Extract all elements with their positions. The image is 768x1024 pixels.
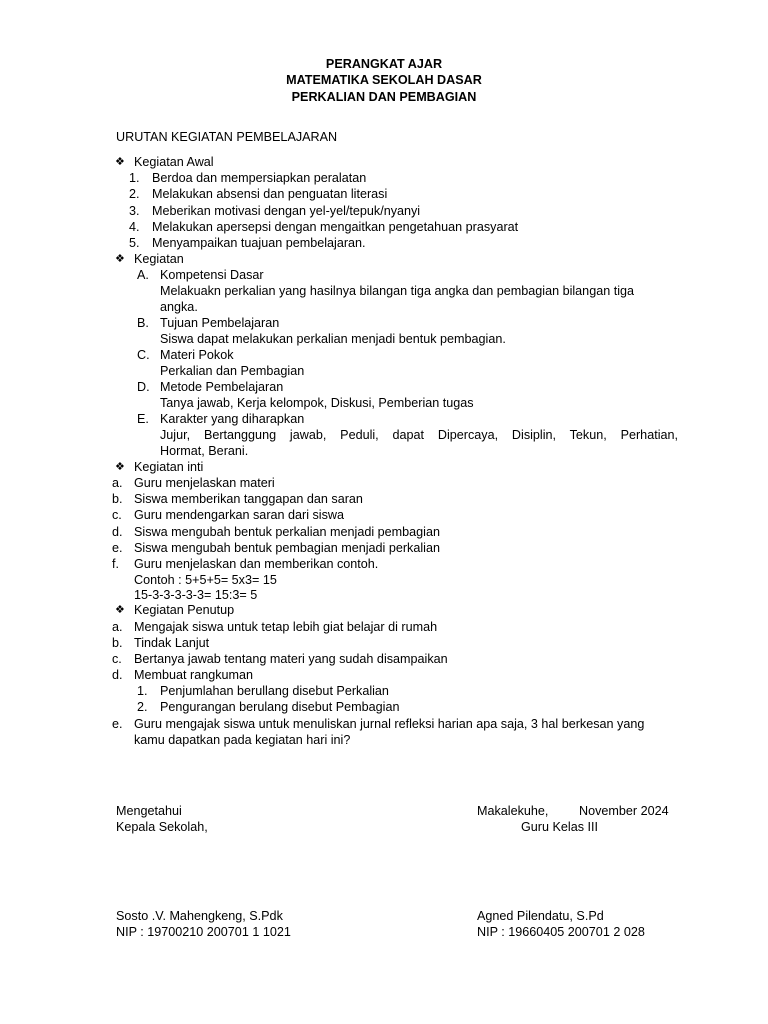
list-item (0, 203, 768, 219)
item-title: Karakter yang diharapkan (160, 412, 305, 426)
item-text: Penjumlahan berullang disebut Perkalian (160, 684, 389, 698)
item-text: Pengurangan berulang disebut Pembagian (160, 700, 400, 714)
signature-row (0, 908, 768, 924)
item-text: Siswa mengubah bentuk pembagian menjadi perkalian (134, 541, 440, 555)
doc-title-line1: PERANGKAT AJAR (325, 57, 443, 71)
list-item (0, 219, 768, 235)
diamond-bullet-icon: ❖ (115, 460, 125, 473)
item-desc (0, 331, 768, 347)
item-letter: c. (112, 652, 122, 666)
item-number: 5. (129, 236, 140, 250)
item-desc (0, 395, 768, 411)
item-text: Guru menjelaskan dan memberikan contoh. (134, 557, 379, 571)
item-letter: B. (137, 316, 149, 330)
list-item (0, 667, 768, 683)
item-number: 1. (129, 171, 140, 185)
item-desc (0, 363, 768, 379)
item-desc-line: Melakuakn perkalian yang hasilnya bilangan tiga angka dan pembagian bilangan tiga (160, 284, 635, 298)
item-title: Kompetensi Dasar (160, 268, 264, 282)
list-item (0, 491, 768, 507)
item-text: Tindak Lanjut (134, 636, 210, 650)
item-text: Guru mengajak siswa untuk menuliskan jurnal refleksi harian apa saja, 3 hal berkesan yang (134, 717, 645, 731)
item-text: Siswa memberikan tanggapan dan saran (134, 492, 363, 506)
signature-right-name: Agned Pilendatu, S.Pd (477, 909, 604, 923)
item-desc (0, 427, 768, 443)
item-letter: d. (112, 525, 123, 539)
item-letter: d. (112, 668, 123, 682)
item-desc-line: Hormat, Berani. (160, 444, 249, 458)
diamond-bullet-icon: ❖ (115, 252, 125, 265)
kegiatan-block (0, 251, 768, 267)
kegiatan-inti-block (0, 459, 768, 475)
list-item (0, 170, 768, 186)
item-text: Menyampaikan tuajuan pembelajaran. (152, 236, 366, 250)
item-letter: C. (137, 348, 150, 362)
item-desc-line: Siswa dapat melakukan perkalian menjadi bentuk pembagian. (160, 332, 506, 346)
item-letter: D. (137, 380, 150, 394)
item-text: Melakukan apersepsi dengan mengaitkan pengetahuan prasyarat (152, 220, 519, 234)
signature-right-role: Guru Kelas III (521, 820, 598, 834)
item-text: Membuat rangkuman (134, 668, 254, 682)
item-title: Materi Pokok (160, 348, 234, 362)
list-item (0, 411, 768, 427)
item-text: Guru mendengarkan saran dari siswa (134, 508, 345, 522)
list-item (0, 507, 768, 523)
example-text: Contoh : 5+5+5= 5x3= 15 (134, 573, 277, 587)
item-letter: e. (112, 541, 123, 555)
doc-title-line3: PERKALIAN DAN PEMBAGIAN (291, 90, 477, 104)
item-text: Guru menjelaskan materi (134, 476, 275, 490)
list-item (0, 524, 768, 540)
item-desc-line: angka. (160, 300, 198, 314)
item-number: 2. (137, 700, 148, 714)
item-title: Tujuan Pembelajaran (160, 316, 280, 330)
example-line (0, 572, 768, 588)
item-desc (0, 283, 768, 299)
item-letter: A. (137, 268, 149, 282)
item-letter: a. (112, 620, 123, 634)
item-letter: e. (112, 717, 123, 731)
list-item (0, 651, 768, 667)
kegiatan-penutup-heading: Kegiatan Penutup (134, 603, 235, 617)
item-text: Berdoa dan mempersiapkan peralatan (152, 171, 367, 185)
signature-row (0, 803, 768, 819)
example-line (0, 587, 768, 603)
kegiatan-awal-block (0, 154, 768, 170)
kegiatan-awal-heading: Kegiatan Awal (134, 155, 214, 169)
item-number: 4. (129, 220, 140, 234)
item-letter: E. (137, 412, 149, 426)
signature-row (0, 819, 768, 835)
doc-title-line2: MATEMATIKA SEKOLAH DASAR (286, 73, 482, 87)
list-item (0, 186, 768, 202)
item-text: Siswa mengubah bentuk perkalian menjadi pembagian (134, 525, 440, 539)
item-desc-line-justified: Jujur, Bertanggung jawab, Peduli, dapat Dipercaya, Disiplin, Tekun, Perhatian, (160, 428, 678, 442)
list-item (0, 635, 768, 651)
list-item (0, 619, 768, 635)
item-number: 2. (129, 187, 140, 201)
list-item (0, 556, 768, 572)
item-text: Mengajak siswa untuk tetap lebih giat belajar di rumah (134, 620, 438, 634)
list-item (0, 379, 768, 395)
signature-left-label: Mengetahui (116, 804, 182, 818)
signature-date: November 2024 (579, 804, 669, 818)
item-letter: f. (112, 557, 119, 571)
item-number: 1. (137, 684, 148, 698)
item-desc (0, 443, 768, 459)
item-desc (0, 299, 768, 315)
diamond-bullet-icon: ❖ (115, 155, 125, 168)
list-item (0, 347, 768, 363)
item-desc-line: Tanya jawab, Kerja kelompok, Diskusi, Pemberian tugas (160, 396, 474, 410)
item-desc-line: Perkalian dan Pembagian (160, 364, 305, 378)
signature-left-nip: NIP : 19700210 200701 1 1021 (116, 925, 291, 939)
item-letter: a. (112, 476, 123, 490)
item-text: Bertanya jawab tentang materi yang sudah disampaikan (134, 652, 448, 666)
list-item (0, 475, 768, 491)
sub-list-item (0, 683, 768, 699)
kegiatan-inti-heading: Kegiatan inti (134, 460, 204, 474)
list-item-continuation (0, 732, 768, 748)
item-letter: b. (112, 636, 123, 650)
item-text: Melakukan absensi dan penguatan literasi (152, 187, 388, 201)
item-text: kamu dapatkan pada kegiatan hari ini? (134, 733, 351, 747)
kegiatan-heading: Kegiatan (134, 252, 184, 266)
signature-left-name: Sosto .V. Mahengkeng, S.Pdk (116, 909, 283, 923)
signature-right-nip: NIP : 19660405 200701 2 028 (477, 925, 645, 939)
example-text: 15-3-3-3-3-3= 15:3= 5 (134, 588, 258, 602)
item-letter: b. (112, 492, 123, 506)
section-heading: URUTAN KEGIATAN PEMBELAJARAN (116, 130, 338, 144)
signature-place: Makalekuhe, (477, 804, 549, 818)
item-text: Meberikan motivasi dengan yel-yel/tepuk/nyanyi (152, 204, 421, 218)
diamond-bullet-icon: ❖ (115, 603, 125, 616)
list-item (0, 716, 768, 732)
item-number: 3. (129, 204, 140, 218)
sub-list-item (0, 699, 768, 715)
item-letter: c. (112, 508, 122, 522)
item-title: Metode Pembelajaran (160, 380, 284, 394)
list-item (0, 235, 768, 251)
signature-row (0, 924, 768, 940)
list-item (0, 315, 768, 331)
list-item (0, 267, 768, 283)
list-item (0, 540, 768, 556)
signature-left-role: Kepala Sekolah, (116, 820, 208, 834)
kegiatan-penutup-block (0, 602, 768, 618)
